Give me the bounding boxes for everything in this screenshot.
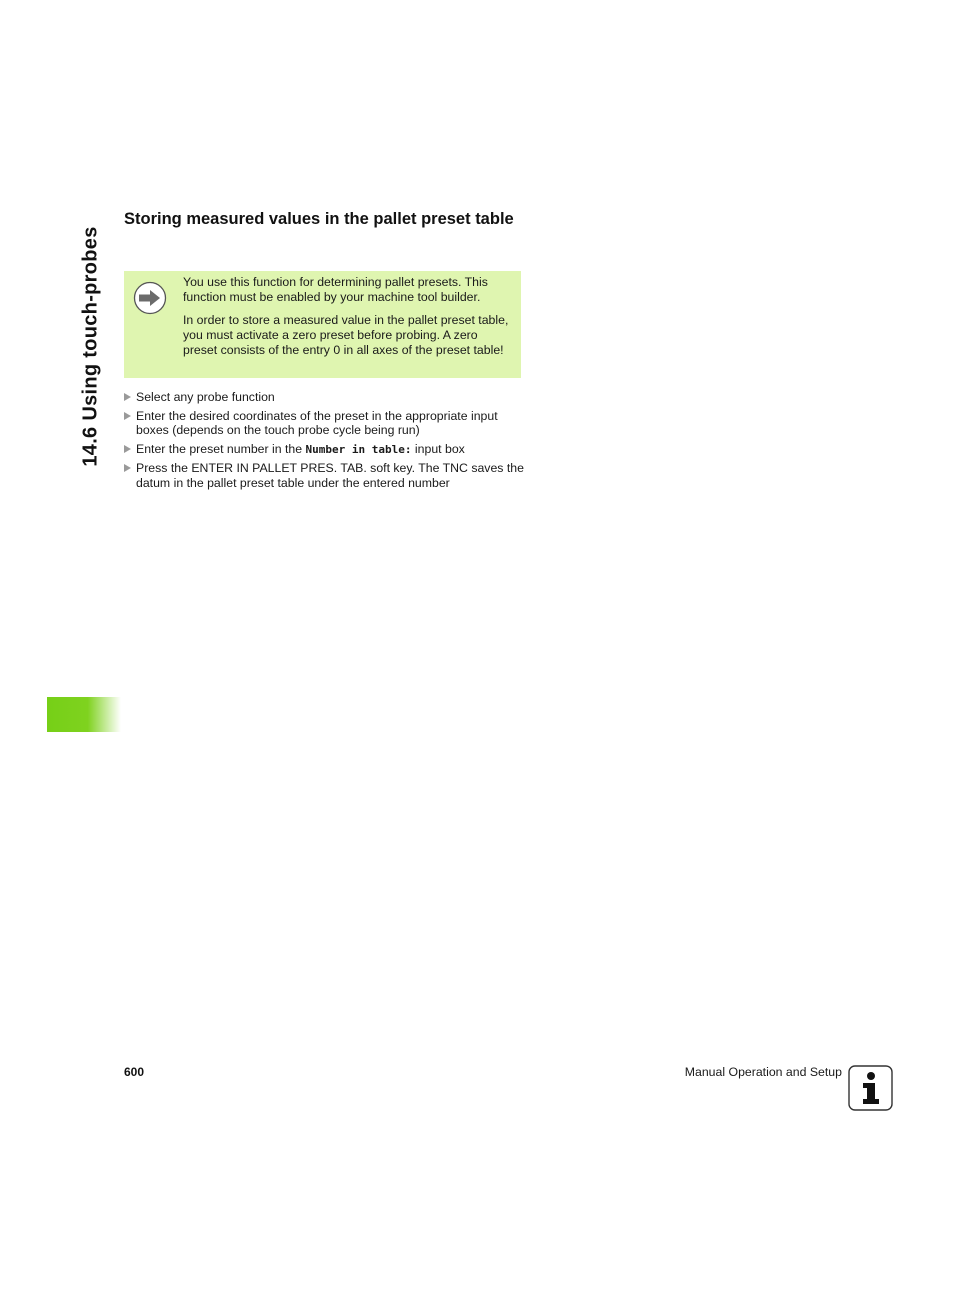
note-text [183, 275, 515, 366]
note-box [124, 271, 521, 378]
footer-chapter-title: Manual Operation and Setup [684, 1065, 842, 1079]
chapter-heading-text: 14.6 Using touch-probes [79, 225, 102, 467]
step-item [124, 461, 524, 490]
page-number: 600 [124, 1065, 145, 1079]
chapter-tab-marker [47, 697, 121, 732]
steps-list [124, 390, 524, 494]
step-item [124, 409, 524, 438]
step-item [124, 442, 524, 458]
step-text-before: Enter the preset number in the [136, 441, 306, 456]
bullet-triangle-icon [124, 445, 131, 453]
info-icon [848, 1065, 893, 1111]
step-item [124, 390, 524, 405]
step-text-after: input box [411, 441, 465, 456]
bullet-triangle-icon [124, 393, 131, 401]
step-text: Press the ENTER IN PALLET PRES. TAB. soft key. The TNC saves the datum in the pallet preset table under the entered number [136, 461, 524, 490]
section-title: Storing measured values in the pallet preset table [124, 210, 514, 228]
step-text: Select any probe function [136, 390, 275, 404]
bullet-triangle-icon [124, 464, 131, 472]
input-box-name: Number in table: [305, 442, 412, 456]
note-paragraph: You use this function for determining pallet presets. This function must be enabled by your machine tool builder. [183, 275, 488, 304]
arrow-right-icon [133, 281, 167, 315]
chapter-heading [76, 215, 106, 477]
bullet-triangle-icon [124, 412, 131, 420]
note-paragraph: In order to store a measured value in the pallet preset table, you must activate a zero preset before probing. A zero preset consists of the entry 0 in all axes of the preset table! [183, 313, 509, 357]
step-text: Enter the desired coordinates of the preset in the appropriate input boxes (depends on the touch probe cycle being run) [136, 408, 498, 437]
